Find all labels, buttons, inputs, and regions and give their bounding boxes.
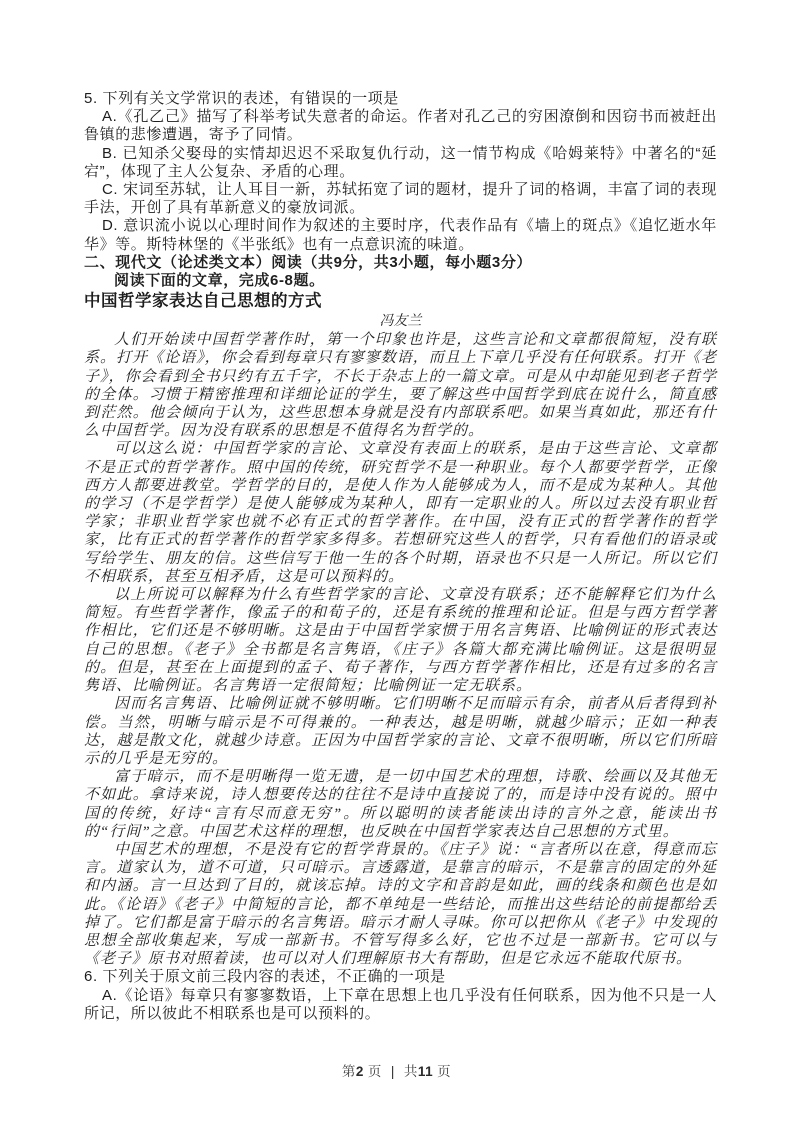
question5-option-a: A.《孔乙己》描写了科举考试失意者的命运。作者对孔乙己的穷困潦倒和因窃书而被赶出鲁镇的悲惨遭遇，寄予了同情。 <box>84 108 717 144</box>
article-paragraph-2: 可以这么说：中国哲学家的言论、文章没有表面上的联系，是由于这些言论、文章都不是正式的哲学著作。照中国的传统，研究哲学不是一种职业。每个人都要学哲学，正像西方人都要进教堂。学哲学的目的，是使人作为人能够成为人，而不是成为某种人。其他的学习（不是学哲学）是使人能够成为某种人，即有一定职业的人。所以过去没有职业哲学家；非职业哲学家也就不必有正式的哲学著作。在中国，没有正式的哲学著作的哲学家，比有正式的哲学著作的哲学家多得多。若想研究这些人的哲学，只有看他们的语录或写给学生、朋友的信。这些信写于他一生的各个时期，语录也不只是一人所记。所以它们不相联系，甚至互相矛盾，这是可以预料的。 <box>84 441 717 585</box>
article-title: 中国哲学家表达自己思想的方式 <box>84 292 322 311</box>
question5-option-c: C. 宋词至苏轼，让人耳目一新，苏轼拓宽了词的题材，提升了词的格调，丰富了词的表现手法，开创了具有革新意义的豪放词派。 <box>84 181 717 217</box>
reading-instruction: 阅读下面的文章，完成6-8题。 <box>114 272 325 290</box>
article-paragraph-6: 中国艺术的理想，不是没有它的哲学背景的。《庄子》说：“言者所以在意，得意而忘言。道家认为，道不可道，只可暗示。言透露道，是靠言的暗示，不是靠言的固定的外延和内涵。言一旦达到了目的，就该忘掉。诗的文字和音韵是如此，画的线条和颜色也是如此。《论语》《老子》中简短的言论，都不单纯是一些结论，而推出这些结论的前提都给丢掉了。它们都是富于暗示的名言隽语。暗示才耐人寻味。你可以把你从《老子》中发现的思想全部收集起来，写成一部新书。不管写得多么好，它也不过是一部新书。它可以与《老子》原书对照着读，也可以对人们理解原书大有帮助，但是它永远不能取代原书。 <box>84 841 717 968</box>
footer-total-number: 11 <box>417 1064 434 1079</box>
question-6-block <box>84 968 717 1023</box>
question6-stem: 6. 下列关于原文前三段内容的表述，不正确的一项是 <box>84 968 446 986</box>
footer-page-unit: 页 <box>367 1064 382 1079</box>
article-paragraph-4: 因而名言隽语、比喻例证就不够明晰。它们明晰不足而暗示有余，前者从后者得到补偿。当然，明晰与暗示是不可得兼的。一种表达，越是明晰，就越少暗示；正如一种表达，越是散文化，就越少诗意。正因为中国哲学家的言论、文章不很明晰，所以它们所暗示的几乎是无穷的。 <box>84 696 717 767</box>
question5-option-d: D. 意识流小说以心理时间作为叙述的主要时序，代表作品有《墙上的斑点》《追忆逝水年华》等。斯特林堡的《半张纸》也有一点意识流的味道。 <box>84 217 717 253</box>
question5-stem: 5. 下列有关文学常识的表述，有错误的一项是 <box>84 90 399 107</box>
article-paragraph-3: 以上所说可以解释为什么有些哲学家的言论、文章没有联系；还不能解释它们为什么简短。有些哲学著作，像孟子的和荀子的，还是有系统的推理和论证。但是与西方哲学著作相比，它们还是不够明晰。这是由于中国哲学家惯于用名言隽语、比喻例证的形式表达自己的思想。《老子》全书都是名言隽语，《庄子》各篇大都充满比喻例证。这是很明显的。但是，甚至在上面提到的孟子、荀子著作，与西方哲学著作相比，还是有过多的名言隽语、比喻例证。名言隽语一定很简短；比喻例证一定无联系。 <box>84 587 717 695</box>
footer-page-number: 2 <box>355 1064 364 1079</box>
article-paragraph-1: 人们开始读中国哲学著作时，第一个印象也许是，这些言论和文章都很简短，没有联系。打开《论语》，你会看到每章只有寥寥数语，而且上下章几乎没有任何联系。打开《老子》，你会看到全书只约有五千字，不长于杂志上的一篇文章。可是从中却能见到老子哲学的全体。习惯于精密推理和详细论证的学生，要了解这些中国哲学到底在说什么，简直感到茫然。他会倾向于认为，这些思想本身就是没有内部联系吧。如果当真如此，那还有什么中国哲学。因为没有联系的思想是不值得名为哲学的。 <box>84 332 717 440</box>
section-2-block <box>84 254 717 969</box>
question-5-block <box>84 90 717 254</box>
article <box>84 290 717 968</box>
page-content <box>84 90 717 1023</box>
question6-option-a: A.《论语》每章只有寥寥数语，上下章在思想上也几乎没有任何联系，因为他不只是一人所记，所以彼此不相联系也是可以预料的。 <box>84 986 717 1022</box>
article-author: 冯友兰 <box>379 314 422 330</box>
page-footer <box>0 1060 793 1080</box>
footer-page-prefix: 第 <box>341 1064 356 1079</box>
footer-total-prefix: 共 <box>403 1064 418 1079</box>
footer-separator: | <box>390 1064 395 1079</box>
section2-header: 二、现代文（论述类文本）阅读（共9分，共3小题，每小题3分） <box>84 253 533 271</box>
question5-option-b: B. 已知杀父娶母的实情却迟迟不采取复仇行动，这一情节构成《哈姆莱特》中著名的“延宕”，体现了主人公复杂、矛盾的心理。 <box>84 144 717 180</box>
article-paragraph-5: 富于暗示，而不是明晰得一览无遗，是一切中国艺术的理想，诗歌、绘画以及其他无不如此。拿诗来说，诗人想要传达的往往不是诗中直接说了的，而是诗中没有说的。照中国的传统，好诗“言有尽而意无穷”。所以聪明的读者能读出诗的言外之意，能读出书的“行间”之意。中国艺术这样的理想，也反映在中国哲学家表达自己思想的方式里。 <box>84 769 717 840</box>
footer-total-unit: 页 <box>437 1064 452 1079</box>
